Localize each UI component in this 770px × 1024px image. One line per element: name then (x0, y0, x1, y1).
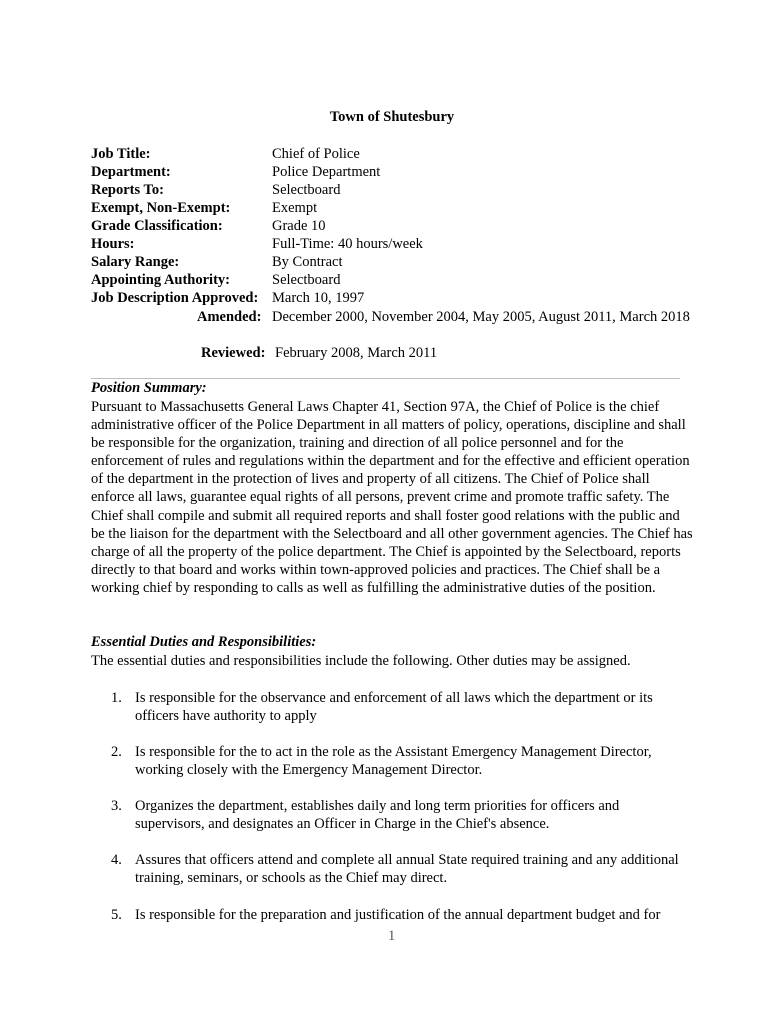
field-label: Amended: (197, 309, 262, 325)
list-item-text: Is responsible for the observance and enforcement of all laws which the department or its officers have authority to apply (135, 690, 653, 725)
page-number: 1 (388, 928, 396, 944)
field-value: Selectboard (272, 182, 341, 198)
field-label: Reviewed: (201, 345, 266, 361)
field-label: Hours: (91, 236, 135, 252)
field-amended (91, 308, 711, 344)
position-summary-text: Pursuant to Massachusetts General Laws Chapter 41, Section 97A, the Chief of Police is the chief administrative officer of the Police Department in all matters of policy, operations, discipline and shall be responsible for the organization, training and direction of all police personnel and for the enforcement of rules and regulations within the department and for the effective and efficient operation of the department in the protection of lives and property of all citizens. The Chief of Police shall enforce all laws, guarantee equal rights of all persons, prevent crime and promote traffic safety. The Chief shall compile and submit all required reports and shall foster good relations with the public and be the liaison for the department with the Selectboard and all other government agencies. The Chief has charge of all the property of the police department. The Chief is appointed by the Selectboard, reports directly to that board and works within town-approved policies and practices. The Chief shall be a working chief by responding to calls as well as fulfilling the administrative duties of the position. (91, 399, 693, 596)
list-item-number: 1. (111, 690, 122, 706)
list-item-number: 2. (111, 744, 122, 760)
field-value: Grade 10 (272, 218, 326, 234)
document-title: Town of Shutesbury (329, 109, 455, 125)
field-label: Job Description Approved: (91, 290, 259, 306)
list-item-text: Assures that officers attend and complete all annual State required training and any additional training, seminars, or schools as the Chief may direct. (135, 852, 679, 887)
list-item-number: 5. (111, 907, 122, 923)
field-value: By Contract (272, 254, 343, 270)
field-value: Chief of Police (272, 146, 360, 162)
essential-duties-heading: Essential Duties and Responsibilities: (91, 634, 317, 650)
field-label: Reports To: (91, 182, 164, 198)
field-value: March 10, 1997 (272, 290, 365, 306)
list-item-text: Is responsible for the to act in the role as the Assistant Emergency Management Director, working closely with the Emergency Management Director. (135, 744, 652, 779)
field-value: Selectboard (272, 272, 341, 288)
field-label: Department: (91, 164, 171, 180)
essential-duties-intro: The essential duties and responsibilities include the following. Other duties may be assigned. (91, 653, 631, 669)
field-label: Appointing Authority: (91, 272, 230, 288)
field-value: February 2008, March 2011 (275, 345, 438, 361)
position-summary-heading: Position Summary: (91, 380, 207, 396)
list-item-text: Organizes the department, establishes daily and long term priorities for officers and supervisors, and designates an Officer in Charge in the Chief's absence. (135, 798, 620, 833)
field-value: December 2000, November 2004, May 2005, August 2011, March 2018 (272, 309, 690, 325)
divider (91, 378, 680, 379)
field-label: Job Title: (91, 146, 151, 162)
list-item-number: 4. (111, 852, 122, 868)
field-label: Grade Classification: (91, 218, 223, 234)
list-item-text: Is responsible for the preparation and justification of the annual department budget and for (135, 907, 661, 923)
field-value: Exempt (272, 200, 318, 216)
field-value: Full-Time: 40 hours/week (272, 236, 423, 252)
list-item-number: 3. (111, 798, 122, 814)
field-label: Salary Range: (91, 254, 180, 270)
field-label: Exempt, Non-Exempt: (91, 200, 231, 216)
field-value: Police Department (272, 164, 381, 180)
